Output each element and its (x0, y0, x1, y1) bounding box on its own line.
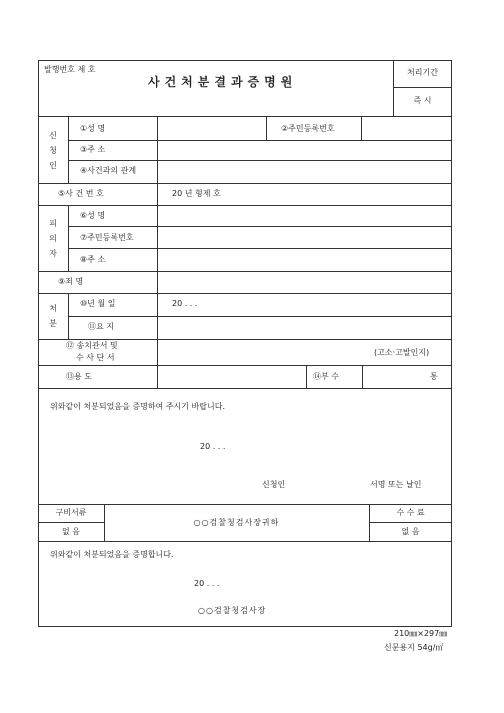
purpose-field[interactable] (158, 366, 305, 387)
charge-label: ⑨죄 명 (58, 277, 84, 286)
page-title: 사건처분결과증명원 (148, 75, 298, 89)
suspect-section-label: 피 의 자 (49, 219, 57, 258)
addressee: ○○검찰청검사장귀하 (193, 518, 280, 527)
processing-period-label: 처리기간 (407, 68, 438, 77)
disposition-summary-label: ⑪요 지 (88, 322, 114, 331)
applicant-relation-label: ④사건과의 관계 (80, 166, 137, 175)
agency-label-line2: 수 사 단 서 (76, 353, 115, 362)
disposition-summary-field[interactable] (158, 317, 451, 338)
purpose-label: ⑬용 도 (66, 372, 92, 381)
case-number-label: ⑤사 건 번 호 (58, 189, 104, 198)
applicant-section-label: 신 청 인 (49, 131, 57, 170)
issuer: ○○검찰청검사장 (198, 606, 267, 615)
fee-value: 없 음 (401, 527, 420, 536)
suspect-rrn-field[interactable] (158, 227, 451, 247)
suspect-address-label: ⑧주 소 (80, 255, 106, 264)
copies-label: ⑭부 수 (313, 372, 339, 381)
suspect-rrn-label: ⑦주민등록번호 (80, 233, 134, 242)
issue-number: 발행번호 제 호 (44, 65, 96, 74)
applicant-relation-field[interactable] (158, 161, 451, 182)
applicant-address-field[interactable] (158, 141, 451, 159)
suspect-name-field[interactable] (158, 206, 451, 225)
disposition-date-value[interactable]: 20 . . . (172, 299, 198, 308)
required-docs-value: 없 음 (62, 527, 80, 536)
copies-unit: 통 (430, 372, 438, 381)
request-date[interactable]: 20 . . . (200, 442, 226, 451)
agency-note: (고소·고발인지) (374, 348, 430, 357)
applicant-signature-label: 신청인 (262, 480, 286, 489)
disposition-date-label: ⑩년 월 일 (80, 299, 116, 308)
certify-text: 위와같이 처분되었음을 증명합니다. (50, 550, 174, 559)
suspect-name-label: ⑥성 명 (80, 211, 106, 220)
paper-type: 신문용지 54g/㎡ (384, 643, 444, 652)
suspect-address-field[interactable] (158, 249, 451, 270)
applicant-name-label: ①성 명 (80, 124, 106, 133)
applicant-rrn-label: ②주민등록번호 (281, 124, 335, 133)
applicant-name-field[interactable] (158, 117, 265, 139)
applicant-rrn-field[interactable] (362, 117, 451, 139)
disposition-section-label: 처 분 (49, 304, 57, 328)
certify-date: 20 . . . (194, 579, 220, 588)
applicant-address-label: ③주 소 (80, 145, 106, 154)
paper-size: 210㎜×297㎜ (394, 629, 448, 638)
required-docs-label: 구비서류 (55, 508, 87, 517)
agency-label-line1: ⑫ 송치관서 및 (66, 341, 118, 350)
request-text: 위와같이 처분되었음을 증명하여 주시기 바랍니다. (50, 402, 226, 411)
fee-label: 수 수 료 (396, 508, 425, 517)
charge-field[interactable] (158, 272, 451, 292)
case-number-value[interactable]: 20 년 형제 호 (172, 189, 221, 198)
processing-period-value: 즉 시 (413, 96, 432, 105)
signature-hint: 서명 또는 날인 (370, 480, 422, 489)
